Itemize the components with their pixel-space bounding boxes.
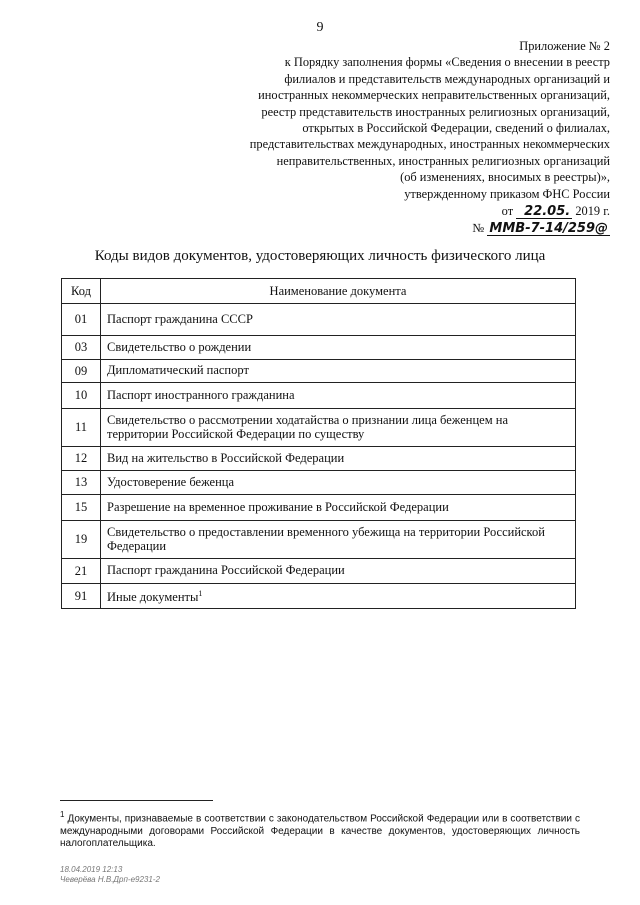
row-code: 03 [62, 336, 101, 360]
footnote-reference: 1 [198, 589, 203, 599]
order-date-line [190, 203, 610, 219]
row-name: Свидетельство о рассмотрении ходатайства о признании лица беженцем на территории Российской Федерации по существу [101, 409, 576, 447]
row-code: 15 [62, 495, 101, 521]
row-code: 12 [62, 447, 101, 471]
appendix-line: реестр представительств иностранных религиозных организаций, [261, 104, 610, 119]
stamp-line: Чеверёва Н.В.Дрп-е9231-2 [60, 875, 160, 884]
row-code: 91 [62, 584, 101, 609]
row-name: Разрешение на временное проживание в Российской Федерации [101, 495, 576, 521]
table-header-row [62, 279, 576, 304]
row-name [101, 584, 576, 609]
row-code: 19 [62, 521, 101, 559]
row-name: Паспорт иностранного гражданина [101, 383, 576, 409]
row-name: Дипломатический паспорт [101, 360, 576, 383]
number-prefix: № [472, 221, 485, 236]
footnote-text: Документы, признаваемые в соответствии с законодательством Российской Федерации или в соответствии с международными договорами Российской Федерации в качестве документов, удостоверяющих личность налогоплательщика. [60, 813, 580, 850]
appendix-line: (об изменениях, вносимых в реестры)», [400, 170, 610, 185]
appendix-line: к Порядку заполнения формы «Сведения о внесении в реестр [284, 55, 610, 70]
row-name: Вид на жительство в Российской Федерации [101, 447, 576, 471]
appendix-line: Приложение № 2 [519, 39, 610, 53]
header-name: Наименование документа [101, 279, 576, 304]
header-code: Код [62, 279, 101, 304]
footnote [60, 809, 580, 851]
row-code: 21 [62, 559, 101, 584]
row-name: Свидетельство о предоставлении временного убежища на территории Российской Федерации [101, 521, 576, 559]
table-row [62, 447, 576, 471]
row-code: 10 [62, 383, 101, 409]
row-code: 01 [62, 304, 101, 336]
row-name: Паспорт гражданина СССР [101, 304, 576, 336]
footnote-divider [60, 800, 213, 801]
table-row [62, 584, 576, 609]
handwritten-order-number: ММВ-7-14/259@ [489, 221, 608, 237]
order-number-line [190, 220, 610, 236]
document-codes-table [61, 278, 576, 609]
print-stamp [60, 865, 160, 885]
table-row [62, 336, 576, 360]
date-year: 2019 г. [575, 204, 610, 219]
appendix-line: иностранных некоммерческих неправительственных организаций, [258, 88, 610, 103]
row-name: Свидетельство о рождении [101, 336, 576, 360]
stamp-line: 18.04.2019 12:13 [60, 865, 123, 874]
appendix-line: утвержденному приказом ФНС России [404, 186, 610, 201]
appendix-line: неправительственных, иностранных религиозных организаций [276, 153, 610, 168]
appendix-header [190, 38, 610, 237]
appendix-line: открытых в Российской Федерации, сведений о филиалах, [302, 121, 610, 136]
footnote-mark: 1 [60, 810, 65, 819]
table-row [62, 559, 576, 584]
appendix-line: филиалов и представительств международных организаций и [284, 71, 610, 86]
handwritten-date: 22.05. [516, 205, 572, 219]
appendix-line: представительствах международных, иностранных некоммерческих [249, 137, 610, 152]
date-prefix: от [501, 204, 514, 219]
table-row [62, 304, 576, 336]
row-name-text: Иные документы [107, 590, 199, 605]
table-row [62, 495, 576, 521]
table-row [62, 409, 576, 447]
table-row [62, 471, 576, 495]
row-code: 11 [62, 409, 101, 447]
page-number: 9 [316, 20, 324, 35]
table-row [62, 383, 576, 409]
table-title: Коды видов документов, удостоверяющих личность физического лица [94, 248, 546, 264]
row-code: 13 [62, 471, 101, 495]
table-row [62, 360, 576, 383]
row-code: 09 [62, 360, 101, 383]
table-row [62, 521, 576, 559]
row-name: Удостоверение беженца [101, 471, 576, 495]
row-name: Паспорт гражданина Российской Федерации [101, 559, 576, 584]
